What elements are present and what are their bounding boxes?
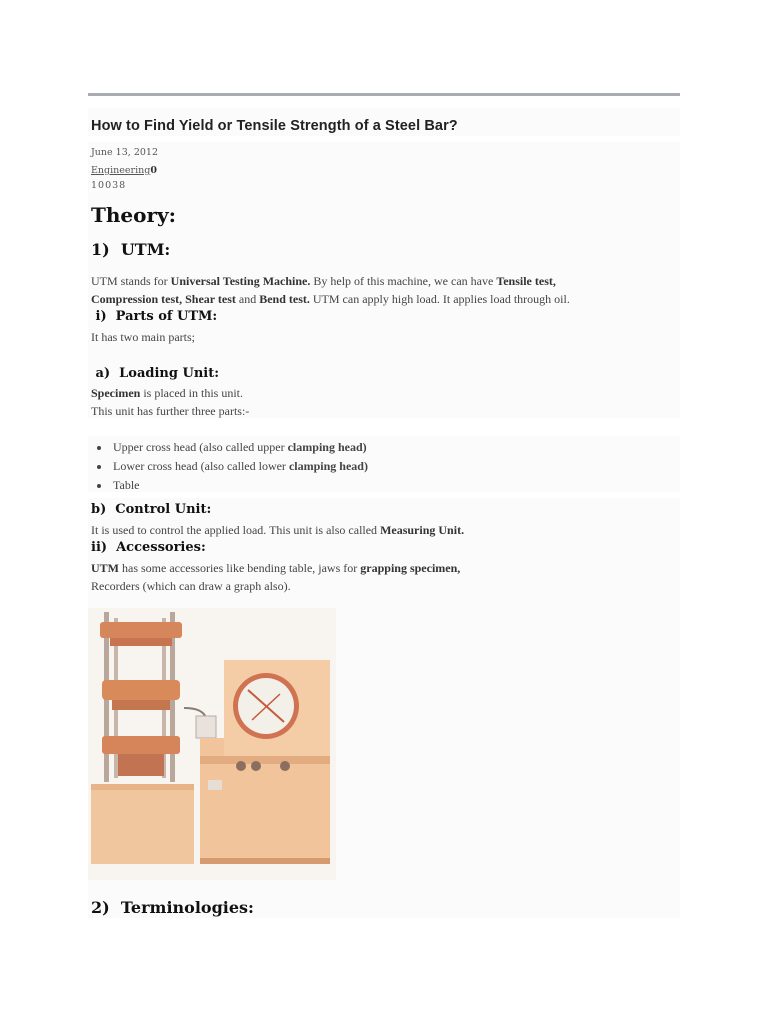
text: By help of this machine, we can have [310,274,497,288]
text-bold: grapping specimen, [360,561,461,575]
utm-paragraph-line2 [91,290,570,308]
text-bold: UTM [91,561,119,575]
text: Upper cross head (also called upper [113,440,288,454]
list-item [111,438,368,457]
list-item [111,457,368,476]
utm-machine-image [88,608,336,880]
text-bold: clamping head) [287,440,367,454]
utm-paragraph-line1 [91,272,556,290]
accessories-line1 [91,559,460,577]
parts-text: It has two main parts; [91,330,195,344]
article-category-line [91,165,157,176]
text: UTM can apply high load. It applies load through oil. [309,292,570,306]
cross-head-list [91,438,368,495]
text-bold: Compression test, Shear test [91,292,236,306]
theory-heading: Theory: [91,203,177,227]
text-bold: Measuring Unit. [380,523,465,537]
text: UTM stands for [91,274,171,288]
top-divider [88,93,680,96]
text-bold: clamping head) [288,459,368,473]
loading-unit-heading: a) Loading Unit: [91,366,220,381]
loading-line2: This unit has further three parts:- [91,404,250,418]
text-bold: Universal Testing Machine. [170,274,311,288]
accessories-heading: ii) Accessories: [91,540,206,555]
text-bold: Tensile test, [496,274,556,288]
text: Table [113,478,140,492]
article-title: How to Find Yield or Tensile Strength of a Steel Bar? [91,118,458,134]
text: is placed in this unit. [140,386,243,400]
text: has some accessories like bending table, jaws for [119,561,361,575]
text: Lower cross head (also called lower [113,459,289,473]
comment-count[interactable]: 0 [150,165,157,176]
text: and [235,292,260,306]
parts-heading: i) Parts of UTM: [91,309,218,324]
article-views: 10038 [91,180,127,191]
text-bold: Bend test. [259,292,310,306]
accessories-line2: Recorders (which can draw a graph also). [91,579,291,593]
control-text [91,521,464,539]
category-link[interactable]: Engineering [91,165,151,176]
utm-heading: 1) UTM: [91,240,171,259]
terminologies-heading: 2) Terminologies: [91,898,254,917]
text-bold: Specimen [91,386,141,400]
loading-line1 [91,384,243,402]
list-item [111,476,368,495]
article-date: June 13, 2012 [91,147,158,158]
text: It is used to control the applied load. This unit is also called [91,523,381,537]
control-unit-heading: b) Control Unit: [91,502,212,517]
